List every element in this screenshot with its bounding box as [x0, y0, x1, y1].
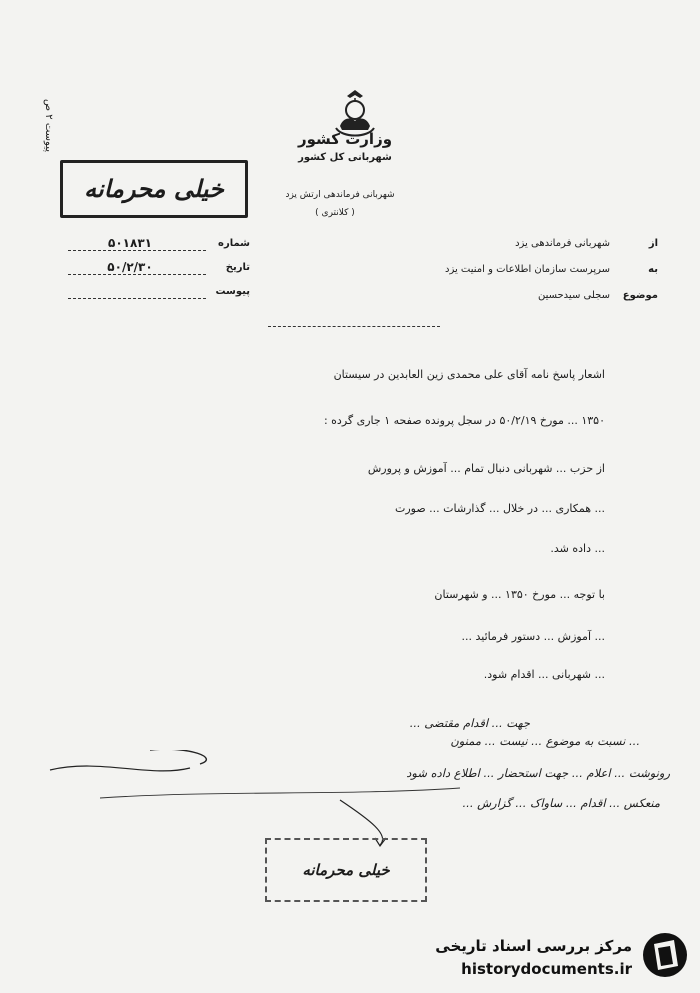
date-value: ۵۰/۲/۳۰ — [107, 260, 153, 274]
subject-value: سجلی سیدحسین — [537, 290, 610, 301]
date-underline — [68, 274, 206, 275]
from-label: از — [648, 238, 658, 249]
body-line-8: ... شهربانی ... اقدام شود. — [483, 668, 605, 681]
watermark-url[interactable]: historydocuments.ir — [461, 960, 632, 978]
police-subtitle: شهربانی کل کشور — [298, 152, 392, 163]
to-value: سرپرست سازمان اطلاعات و امنیت یزد — [445, 264, 610, 275]
subject-label: موضوع — [622, 290, 658, 301]
body-line-1: اشعار پاسخ نامه آقای علی محمدی زین العابدین در سیستان — [333, 368, 605, 381]
handwritten-line-4: منعکس ... اقدام ... ساواک ... گزارش ... — [462, 796, 660, 810]
side-note: پیوست ۲ ص — [43, 99, 54, 152]
body-line-2: ۱۳۵۰ ... مورخ ۵۰/۲/۱۹ در سجل پرونده صفحه ۱ جاری گرده : — [323, 414, 605, 427]
handwritten-line-2: ... نسبت به موضوع ... نیست ... ممنون — [450, 734, 640, 748]
office-subtitle: شهربانی فرماندهی ارتش یزد — [285, 190, 395, 200]
number-underline — [68, 250, 206, 251]
body-line-3: از حزب ... شهربانی دنبال تمام ... آموزش و پرورش — [367, 462, 605, 475]
number-value: ۵۰۱۸۳۱ — [108, 236, 152, 250]
date-label: تاریخ — [225, 262, 250, 273]
to-label: به — [648, 264, 658, 275]
body-line-5: ... داده شد. — [550, 542, 605, 555]
ministry-title: وزارت کشور — [297, 130, 393, 148]
header-divider — [268, 326, 440, 327]
number-label: شماره — [218, 238, 250, 249]
handwritten-line-1: جهت ... اقدام مقتضی ... — [409, 716, 530, 730]
body-line-4: ... همکاری ... در خلال ... گذارشات ... صورت — [395, 502, 605, 515]
watermark-title: مرکز بررسی اسناد تاریخی — [435, 937, 632, 955]
classification-box: خیلی محرمانه — [60, 160, 248, 218]
classification-stamp: خیلی محرمانه — [265, 838, 427, 902]
body-line-6: با توجه ... مورخ ۱۳۵۰ ... و شهرستان — [434, 588, 605, 601]
attachment-underline — [68, 298, 206, 299]
attachment-label: پیوست — [215, 286, 250, 297]
body-line-7: ... آموزش ... دستور فرمائید ... — [461, 630, 605, 643]
archive-logo-icon — [640, 930, 690, 980]
office-subtitle-2: ( کلانتری ) — [315, 208, 355, 218]
handwritten-line-3: رونوشت ... اعلام ... جهت استحضار ... اطلاع داده شود — [406, 766, 670, 780]
from-value: شهربانی فرماندهی یزد — [515, 238, 610, 249]
